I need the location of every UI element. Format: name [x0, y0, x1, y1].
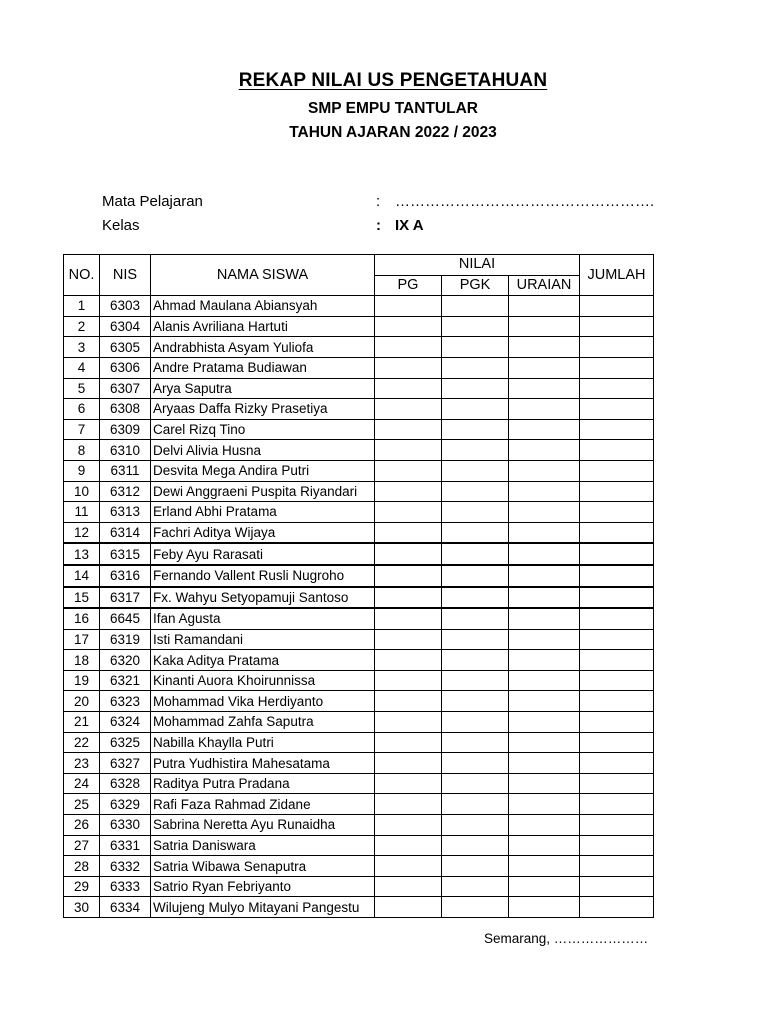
row-student-name: Fernando Vallent Rusli Nugroho [151, 565, 375, 587]
subject-value: ……………………………………………. [395, 193, 655, 210]
class-label: Kelas [102, 217, 140, 234]
row-nis: 6303 [100, 296, 151, 317]
row-number: 17 [64, 629, 100, 650]
row-nis: 6308 [100, 399, 151, 420]
row-uraian-score [509, 502, 580, 523]
table-row [64, 296, 654, 317]
subject-colon: : [376, 193, 381, 210]
row-jumlah-score [580, 691, 654, 712]
row-student-name: Fachri Aditya Wijaya [151, 522, 375, 543]
row-jumlah-score [580, 712, 654, 733]
row-student-name: Ifan Agusta [151, 608, 375, 629]
row-jumlah-score [580, 399, 654, 420]
table-row [64, 670, 654, 691]
row-pg-score [375, 650, 442, 671]
table-row [64, 337, 654, 358]
class-colon: : [376, 217, 381, 234]
row-jumlah-score [580, 897, 654, 918]
row-uraian-score [509, 773, 580, 794]
row-nis: 6645 [100, 608, 151, 629]
header-no: NO. [64, 255, 100, 296]
table-row [64, 565, 654, 587]
table-row [64, 815, 654, 836]
row-number: 23 [64, 753, 100, 774]
row-jumlah-score [580, 502, 654, 523]
row-pg-score [375, 587, 442, 609]
row-uraian-score [509, 337, 580, 358]
row-student-name: Isti Ramandani [151, 629, 375, 650]
row-student-name: Erland Abhi Pratama [151, 502, 375, 523]
row-pgk-score [442, 670, 509, 691]
row-uraian-score [509, 650, 580, 671]
row-number: 8 [64, 440, 100, 461]
row-pg-score [375, 897, 442, 918]
row-number: 18 [64, 650, 100, 671]
row-pg-score [375, 815, 442, 836]
row-pg-score [375, 481, 442, 502]
academic-year: TAHUN AJARAN 2022 / 2023 [289, 124, 497, 141]
row-nis: 6306 [100, 357, 151, 378]
table-row [64, 876, 654, 897]
row-pgk-score [442, 419, 509, 440]
row-number: 28 [64, 856, 100, 877]
row-pg-score [375, 522, 442, 543]
row-jumlah-score [580, 856, 654, 877]
row-jumlah-score [580, 357, 654, 378]
row-nis: 6324 [100, 712, 151, 733]
table-row [64, 691, 654, 712]
table-row [64, 650, 654, 671]
row-uraian-score [509, 460, 580, 481]
header-nis: NIS [100, 255, 151, 296]
row-nis: 6334 [100, 897, 151, 918]
row-number: 5 [64, 378, 100, 399]
table-row [64, 773, 654, 794]
row-pg-score [375, 502, 442, 523]
row-pgk-score [442, 481, 509, 502]
row-jumlah-score [580, 835, 654, 856]
row-pg-score [375, 440, 442, 461]
row-uraian-score [509, 876, 580, 897]
row-pgk-score [442, 440, 509, 461]
row-jumlah-score [580, 629, 654, 650]
row-uraian-score [509, 440, 580, 461]
row-number: 16 [64, 608, 100, 629]
row-pg-score [375, 543, 442, 565]
row-pgk-score [442, 522, 509, 543]
row-pg-score [375, 794, 442, 815]
class-value: IX A [395, 217, 424, 234]
row-jumlah-score [580, 419, 654, 440]
row-student-name: Feby Ayu Rarasati [151, 543, 375, 565]
table-row [64, 502, 654, 523]
row-student-name: Fx. Wahyu Setyopamuji Santoso [151, 587, 375, 609]
table-row [64, 587, 654, 609]
row-nis: 6311 [100, 460, 151, 481]
table-row [64, 460, 654, 481]
row-jumlah-score [580, 378, 654, 399]
row-number: 7 [64, 419, 100, 440]
row-nis: 6329 [100, 794, 151, 815]
row-pgk-score [442, 650, 509, 671]
row-number: 19 [64, 670, 100, 691]
row-pg-score [375, 856, 442, 877]
row-pgk-score [442, 773, 509, 794]
row-student-name: Raditya Putra Pradana [151, 773, 375, 794]
row-number: 27 [64, 835, 100, 856]
row-student-name: Arya Saputra [151, 378, 375, 399]
row-pgk-score [442, 794, 509, 815]
row-nis: 6332 [100, 856, 151, 877]
header-nilai: NILAI [375, 255, 580, 276]
row-uraian-score [509, 835, 580, 856]
row-number: 14 [64, 565, 100, 587]
table-row [64, 794, 654, 815]
row-uraian-score [509, 316, 580, 337]
row-uraian-score [509, 543, 580, 565]
row-pgk-score [442, 337, 509, 358]
row-nis: 6309 [100, 419, 151, 440]
row-pgk-score [442, 543, 509, 565]
row-student-name: Carel Rizq Tino [151, 419, 375, 440]
row-number: 30 [64, 897, 100, 918]
place-date: Semarang, ………………… [484, 931, 649, 946]
row-uraian-score [509, 753, 580, 774]
row-pg-score [375, 691, 442, 712]
row-number: 22 [64, 732, 100, 753]
table-row [64, 732, 654, 753]
row-jumlah-score [580, 815, 654, 836]
row-student-name: Delvi Alivia Husna [151, 440, 375, 461]
row-number: 4 [64, 357, 100, 378]
row-nis: 6328 [100, 773, 151, 794]
row-number: 3 [64, 337, 100, 358]
row-uraian-score [509, 357, 580, 378]
row-pg-score [375, 629, 442, 650]
row-pgk-score [442, 876, 509, 897]
row-nis: 6307 [100, 378, 151, 399]
row-jumlah-score [580, 337, 654, 358]
row-student-name: Kaka Aditya Pratama [151, 650, 375, 671]
row-number: 20 [64, 691, 100, 712]
row-nis: 6321 [100, 670, 151, 691]
school-name: SMP EMPU TANTULAR [308, 100, 478, 117]
row-pgk-score [442, 753, 509, 774]
row-nis: 6333 [100, 876, 151, 897]
row-uraian-score [509, 296, 580, 317]
row-pg-score [375, 773, 442, 794]
row-uraian-score [509, 608, 580, 629]
row-pg-score [375, 296, 442, 317]
row-jumlah-score [580, 876, 654, 897]
row-pg-score [375, 399, 442, 420]
row-uraian-score [509, 565, 580, 587]
row-pg-score [375, 732, 442, 753]
row-student-name: Sabrina Neretta Ayu Runaidha [151, 815, 375, 836]
row-pgk-score [442, 357, 509, 378]
row-pg-score [375, 460, 442, 481]
row-nis: 6304 [100, 316, 151, 337]
table-row [64, 543, 654, 565]
row-uraian-score [509, 897, 580, 918]
row-jumlah-score [580, 316, 654, 337]
row-jumlah-score [580, 650, 654, 671]
row-number: 10 [64, 481, 100, 502]
row-nis: 6331 [100, 835, 151, 856]
row-nis: 6330 [100, 815, 151, 836]
row-pgk-score [442, 565, 509, 587]
row-pg-score [375, 753, 442, 774]
row-student-name: Satria Wibawa Senaputra [151, 856, 375, 877]
row-jumlah-score [580, 732, 654, 753]
row-nis: 6325 [100, 732, 151, 753]
row-student-name: Putra Yudhistira Mahesatama [151, 753, 375, 774]
row-student-name: Andrabhista Asyam Yuliofa [151, 337, 375, 358]
row-jumlah-score [580, 587, 654, 609]
table-row [64, 481, 654, 502]
row-student-name: Kinanti Auora Khoirunnissa [151, 670, 375, 691]
row-pgk-score [442, 629, 509, 650]
row-pgk-score [442, 502, 509, 523]
table-row [64, 608, 654, 629]
row-student-name: Mohammad Vika Herdiyanto [151, 691, 375, 712]
row-uraian-score [509, 691, 580, 712]
row-nis: 6317 [100, 587, 151, 609]
row-nis: 6315 [100, 543, 151, 565]
row-student-name: Aryaas Daffa Rizky Prasetiya [151, 399, 375, 420]
row-student-name: Desvita Mega Andira Putri [151, 460, 375, 481]
row-jumlah-score [580, 794, 654, 815]
row-number: 13 [64, 543, 100, 565]
row-uraian-score [509, 522, 580, 543]
row-pg-score [375, 670, 442, 691]
row-nis: 6310 [100, 440, 151, 461]
row-pgk-score [442, 732, 509, 753]
row-jumlah-score [580, 460, 654, 481]
row-number: 29 [64, 876, 100, 897]
row-number: 6 [64, 399, 100, 420]
row-jumlah-score [580, 753, 654, 774]
row-nis: 6320 [100, 650, 151, 671]
row-jumlah-score [580, 481, 654, 502]
header-jumlah: JUMLAH [580, 255, 654, 296]
table-row [64, 753, 654, 774]
table-row [64, 897, 654, 918]
row-student-name: Satrio Ryan Febriyanto [151, 876, 375, 897]
row-uraian-score [509, 419, 580, 440]
student-rows [64, 296, 654, 918]
row-number: 15 [64, 587, 100, 609]
row-number: 25 [64, 794, 100, 815]
subject-label: Mata Pelajaran [102, 193, 203, 210]
row-uraian-score [509, 670, 580, 691]
table-row [64, 629, 654, 650]
row-jumlah-score [580, 543, 654, 565]
row-number: 12 [64, 522, 100, 543]
row-uraian-score [509, 481, 580, 502]
row-pg-score [375, 419, 442, 440]
row-pgk-score [442, 399, 509, 420]
row-jumlah-score [580, 565, 654, 587]
header-pgk: PGK [442, 275, 509, 296]
row-nis: 6327 [100, 753, 151, 774]
row-pgk-score [442, 856, 509, 877]
row-jumlah-score [580, 608, 654, 629]
row-pgk-score [442, 608, 509, 629]
row-nis: 6312 [100, 481, 151, 502]
row-nis: 6305 [100, 337, 151, 358]
row-pg-score [375, 316, 442, 337]
row-pgk-score [442, 815, 509, 836]
row-student-name: Mohammad Zahfa Saputra [151, 712, 375, 733]
row-pgk-score [442, 691, 509, 712]
table-row [64, 419, 654, 440]
row-pgk-score [442, 587, 509, 609]
row-pg-score [375, 565, 442, 587]
row-uraian-score [509, 587, 580, 609]
row-number: 1 [64, 296, 100, 317]
row-pg-score [375, 608, 442, 629]
header-name: NAMA SISWA [151, 255, 375, 296]
row-number: 2 [64, 316, 100, 337]
row-pgk-score [442, 460, 509, 481]
row-nis: 6316 [100, 565, 151, 587]
table-row [64, 399, 654, 420]
row-pg-score [375, 357, 442, 378]
row-student-name: Ahmad Maulana Abiansyah [151, 296, 375, 317]
row-uraian-score [509, 794, 580, 815]
row-number: 11 [64, 502, 100, 523]
row-pgk-score [442, 378, 509, 399]
row-student-name: Wilujeng Mulyo Mitayani Pangestu [151, 897, 375, 918]
row-student-name: Nabilla Khaylla Putri [151, 732, 375, 753]
row-number: 26 [64, 815, 100, 836]
row-jumlah-score [580, 440, 654, 461]
table-row [64, 378, 654, 399]
document-title: REKAP NILAI US PENGETAHUAN [238, 70, 548, 91]
row-jumlah-score [580, 773, 654, 794]
row-pgk-score [442, 835, 509, 856]
row-student-name: Alanis Avriliana Hartuti [151, 316, 375, 337]
row-pg-score [375, 876, 442, 897]
row-jumlah-score [580, 522, 654, 543]
table-row [64, 856, 654, 877]
row-uraian-score [509, 732, 580, 753]
row-number: 24 [64, 773, 100, 794]
row-pgk-score [442, 316, 509, 337]
header-uraian: URAIAN [509, 275, 580, 296]
row-uraian-score [509, 712, 580, 733]
row-uraian-score [509, 815, 580, 836]
row-uraian-score [509, 856, 580, 877]
row-pg-score [375, 378, 442, 399]
row-student-name: Andre Pratama Budiawan [151, 357, 375, 378]
row-pg-score [375, 712, 442, 733]
row-nis: 6314 [100, 522, 151, 543]
grade-table [63, 254, 654, 918]
row-student-name: Rafi Faza Rahmad Zidane [151, 794, 375, 815]
row-uraian-score [509, 399, 580, 420]
row-nis: 6323 [100, 691, 151, 712]
table-row [64, 440, 654, 461]
row-nis: 6319 [100, 629, 151, 650]
row-student-name: Dewi Anggraeni Puspita Riyandari [151, 481, 375, 502]
row-uraian-score [509, 629, 580, 650]
row-pgk-score [442, 712, 509, 733]
row-nis: 6313 [100, 502, 151, 523]
row-number: 21 [64, 712, 100, 733]
table-row [64, 522, 654, 543]
table-row [64, 712, 654, 733]
header-pg: PG [375, 275, 442, 296]
table-row [64, 316, 654, 337]
row-jumlah-score [580, 296, 654, 317]
row-pg-score [375, 337, 442, 358]
table-row [64, 357, 654, 378]
row-student-name: Satria Daniswara [151, 835, 375, 856]
table-row [64, 835, 654, 856]
row-uraian-score [509, 378, 580, 399]
row-jumlah-score [580, 670, 654, 691]
row-pgk-score [442, 897, 509, 918]
row-pg-score [375, 835, 442, 856]
row-pgk-score [442, 296, 509, 317]
row-number: 9 [64, 460, 100, 481]
